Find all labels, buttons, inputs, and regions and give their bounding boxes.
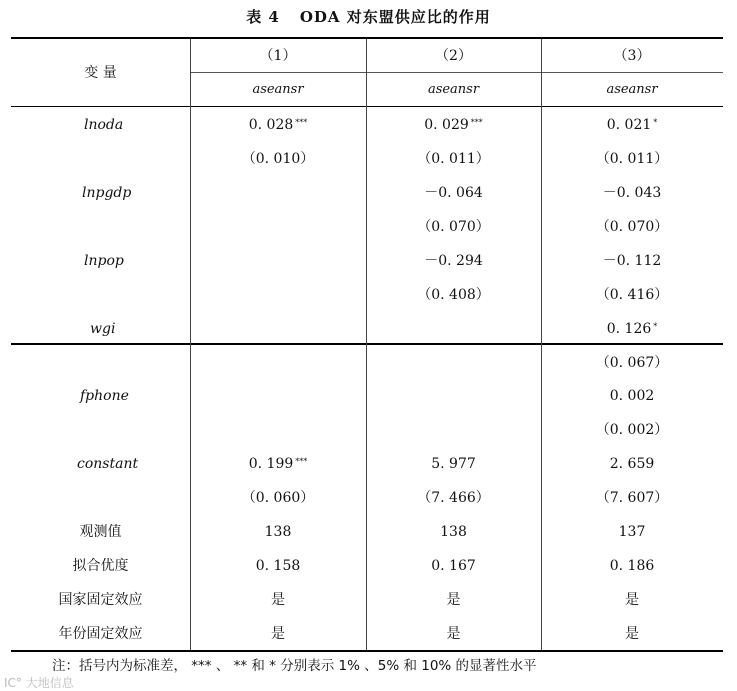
significance-stars: *** [470,118,483,127]
table-number: 表 4 [246,8,280,26]
cell-value: －0. 064 [424,185,483,201]
row-label: lnpgdp [82,185,132,201]
stub-header: 变 量 [84,65,117,81]
table-cell [541,353,723,373]
cell-value: 是 [446,626,461,642]
table-cell [190,590,366,610]
row-label: 观测值 [79,524,122,540]
table-cell [366,217,541,237]
table-cell [541,217,723,237]
cell-value: 0. 021 [606,117,652,133]
cell-value: （7. 466） [417,490,490,506]
cell-value: 是 [271,592,285,608]
table-cell [541,386,723,406]
row-label: wgi [90,321,116,337]
row-label: constant [77,456,139,472]
table-cell [541,556,723,576]
cell-value: 是 [446,592,461,608]
table-cell [541,251,723,271]
table-cell [541,488,723,508]
table-cell [541,115,723,135]
table-cell [366,624,541,644]
cell-value: 2. 659 [609,456,655,472]
table-cell [541,420,723,440]
cell-value: （0. 011） [595,151,669,167]
table-cell [366,488,541,508]
cell-value: －0. 112 [602,253,662,269]
dep-var-2: aseansr [427,82,480,97]
table-cell [366,590,541,610]
cell-value: 138 [264,524,292,540]
cell-value: （0. 010） [241,151,315,167]
cell-value: 138 [440,524,467,540]
significance-stars: * [653,118,658,127]
table-cell [366,522,541,542]
table-cell [190,454,366,474]
table-cell [541,624,723,644]
table-cell [541,319,723,339]
dep-var-1: aseansr [252,82,304,97]
cell-value: 0. 199 [248,456,294,472]
table-title [0,6,737,27]
table-cell [190,149,366,169]
cell-value: 是 [625,626,639,642]
cell-value: （0. 070） [595,219,669,235]
row-label: 年份固定效应 [58,626,143,642]
table-cell [190,522,366,542]
cell-value: 0. 002 [609,388,655,404]
cell-value: 是 [625,592,639,608]
row-label: lnoda [84,117,124,133]
cell-value: （0. 011） [417,151,490,167]
col-num-3: （3） [613,48,651,64]
top-rule [11,37,723,39]
cell-value: （0. 067） [595,355,669,371]
cell-value: （7. 607） [595,490,669,506]
cell-value: －0. 294 [424,253,483,269]
table-cell [541,149,723,169]
cell-value: （0. 416） [595,287,669,303]
cell-value: －0. 043 [602,185,662,201]
table-cell [190,556,366,576]
table-cell [366,556,541,576]
table-note: 注：括号内为标准差， *** 、 ** 和 * 分别表示 1% 、5% 和 10% 的显著性水平 [52,658,537,674]
bottom-rule [11,650,723,652]
significance-stars: * [653,322,658,331]
table-cell [541,522,723,542]
table-cell [190,624,366,644]
cell-value: 0. 186 [609,558,655,574]
table-caption: ODA 对东盟供应比的作用 [299,8,491,26]
table-cell [366,251,541,271]
cell-value: 0. 158 [255,558,301,574]
table-cell [366,149,541,169]
table-cell [366,115,541,135]
row-label: 国家固定效应 [58,592,143,608]
table-cell [190,488,366,508]
significance-stars: *** [295,118,308,127]
col-num-1: （1） [259,48,297,64]
row-label: lnpop [84,253,124,269]
row-label: 拟合优度 [72,558,129,574]
table-cell [541,454,723,474]
cell-value: 0. 126 [606,321,652,337]
mid-rule [11,343,723,345]
table-cell [366,454,541,474]
table-cell [541,590,723,610]
cell-value: （0. 060） [241,490,315,506]
dep-var-3: aseansr [606,82,658,97]
significance-stars: *** [295,457,308,466]
table-cell [541,285,723,305]
cell-value: （0. 070） [417,219,490,235]
cell-value: 137 [618,524,646,540]
cell-value: 是 [271,626,285,642]
table-cell [366,285,541,305]
cell-value: 0. 029 [424,117,469,133]
row-label: fphone [80,388,129,404]
cell-value: （0. 408） [417,287,490,303]
col-num-2: （2） [435,48,472,64]
cell-value: （0. 002） [595,422,669,438]
watermark: IC° 大地信息 [4,676,74,690]
table-cell [190,115,366,135]
cell-value: 0. 028 [248,117,294,133]
cell-value: 0. 167 [431,558,476,574]
header-rule [11,106,723,107]
table-cell [366,183,541,203]
table-cell [541,183,723,203]
header-sub-rule [190,72,723,73]
cell-value: 5. 977 [431,456,476,472]
